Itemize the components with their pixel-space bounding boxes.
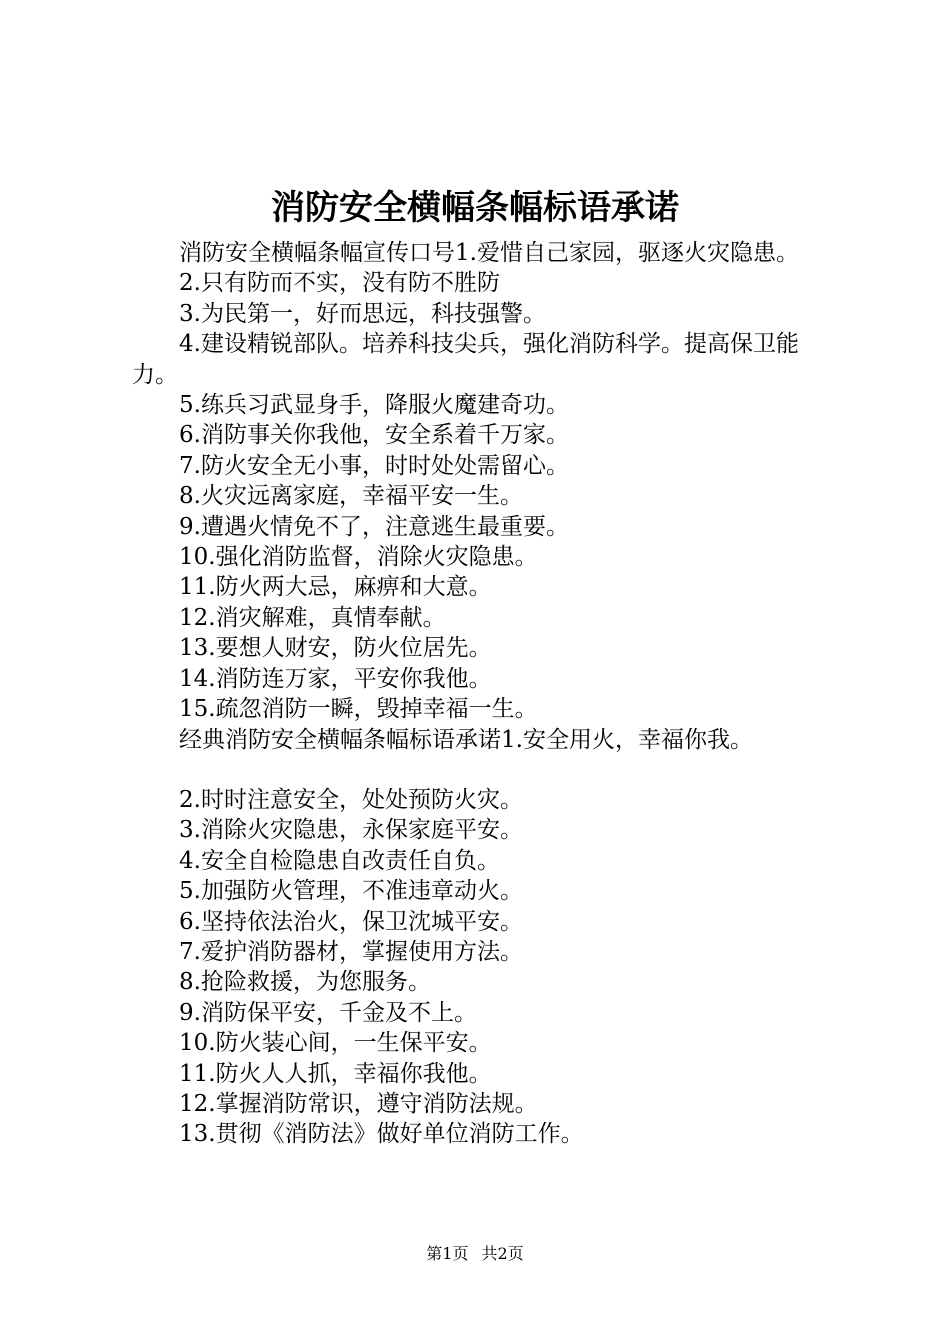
page-number: 第1页 xyxy=(426,1244,469,1263)
slogan-item: 4.建设精锐部队。培养科技尖兵，强化消防科学。提高保卫能力。 xyxy=(132,331,799,388)
slogan-item: 5.加强防火管理，不准违章动火。 xyxy=(179,878,523,905)
slogan-item: 10.防火装心间，一生保平安。 xyxy=(179,1030,492,1057)
blank-line xyxy=(132,755,832,785)
slogan-item: 10.强化消防监督，消除火灾隐患。 xyxy=(179,544,538,571)
page-footer xyxy=(0,1243,950,1265)
slogan-item: 9.消防保平安，千金及不上。 xyxy=(179,999,477,1026)
document-title: 消防安全横幅条幅标语承诺 xyxy=(271,188,679,228)
slogan-item: 8.抢险救援，为您服务。 xyxy=(179,969,431,996)
slogan-item: 14.消防连万家，平安你我他。 xyxy=(179,665,492,692)
slogan-item: 7.防火安全无小事，时时处处需留心。 xyxy=(179,452,569,479)
slogan-item: 5.练兵习武显身手，降服火魔建奇功。 xyxy=(179,392,569,419)
slogan-item: 13.要想人财安，防火位居先。 xyxy=(179,635,492,662)
slogan-item: 6.坚持依法治火，保卫沈城平安。 xyxy=(179,908,523,935)
slogan-item: 3.为民第一，好而思远，科技强警。 xyxy=(179,300,546,327)
section1-intro: 消防安全横幅条幅宣传口号1.爱惜自己家园，驱逐火灾隐患。 xyxy=(179,240,799,266)
slogan-item: 11.防火人人抓，幸福你我他。 xyxy=(179,1060,492,1087)
slogan-item: 2.时时注意安全，处处预防火灾。 xyxy=(179,786,523,813)
slogan-item: 9.遭遇火情免不了，注意逃生最重要。 xyxy=(179,513,569,540)
slogan-item: 15.疏忽消防一瞬，毁掉幸福一生。 xyxy=(179,696,538,723)
slogan-item: 12.掌握消防常识，遵守消防法规。 xyxy=(179,1090,538,1117)
section2-intro: 经典消防安全横幅条幅标语承诺1.安全用火，幸福你我。 xyxy=(179,726,753,753)
slogan-item: 6.消防事关你我他，安全系着千万家。 xyxy=(179,422,569,449)
slogan-item: 8.火灾远离家庭，幸福平安一生。 xyxy=(179,483,523,510)
page-total: 共2页 xyxy=(481,1244,524,1263)
slogan-item: 7.爱护消防器材，掌握使用方法。 xyxy=(179,938,523,965)
slogan-item: 2.只有防而不实，没有防不胜防 xyxy=(179,270,500,297)
document-body xyxy=(132,238,832,1150)
slogan-item: 11.防火两大忌，麻痹和大意。 xyxy=(179,574,492,601)
slogan-item: 13.贯彻《消防法》做好单位消防工作。 xyxy=(179,1121,584,1148)
slogan-item: 4.安全自检隐患自改责任自负。 xyxy=(179,847,500,874)
slogan-item: 12.消灾解难，真情奉献。 xyxy=(179,604,446,631)
slogan-item: 3.消除火灾隐患，永保家庭平安。 xyxy=(179,817,523,844)
